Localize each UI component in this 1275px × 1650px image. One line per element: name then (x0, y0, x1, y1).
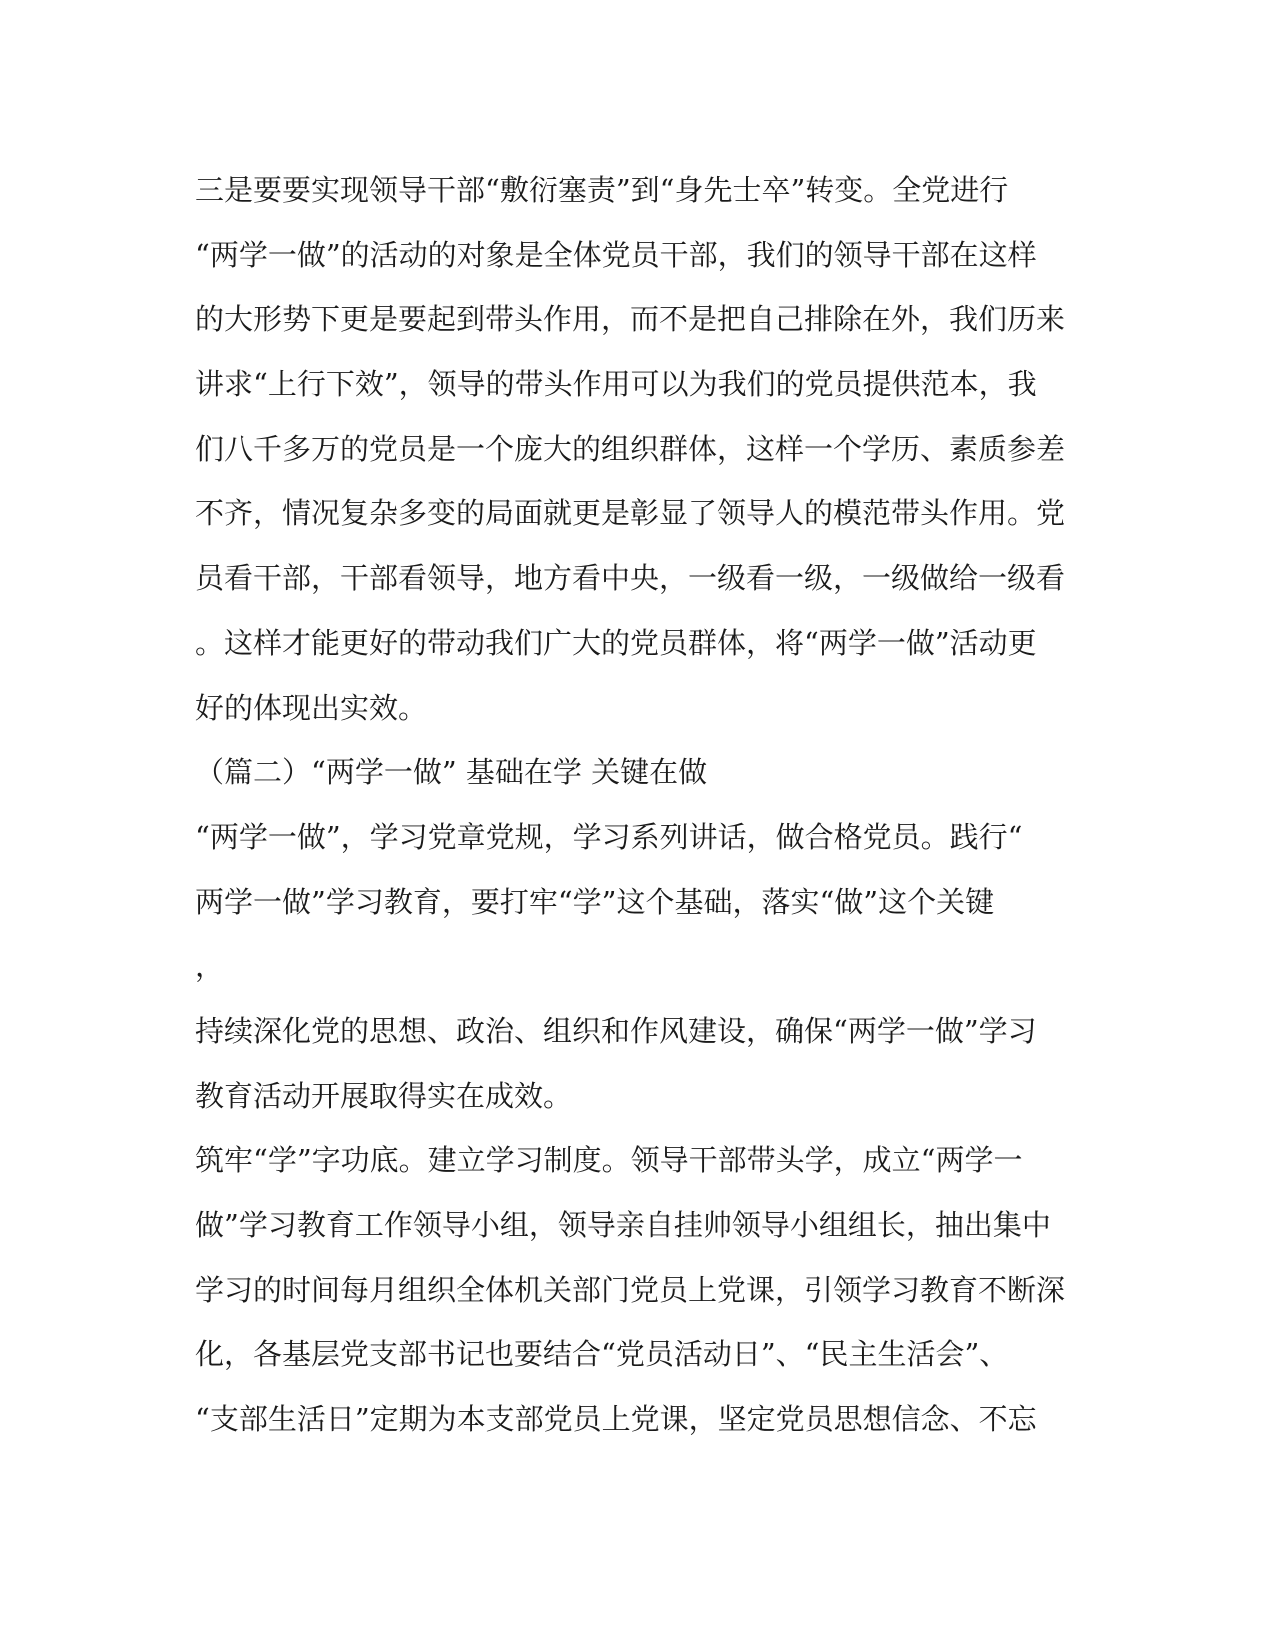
document-body (195, 158, 1075, 1452)
text-line: 化，各基层党支部书记也要结合“党员活动日”、“民主生活会”、 (195, 1337, 1009, 1372)
text-line: 筑牢“学”字功底。建立学习制度。领导干部带头学，成立“两学一 (195, 1143, 1023, 1178)
text-line: 们八千多万的党员是一个庞大的组织群体，这样一个学历、素质参差 (195, 431, 1066, 466)
text-line: 讲求“上行下效”，领导的带头作用可以为我们的党员提供范本，我 (195, 367, 1037, 402)
text-line: 做”学习教育工作领导小组，领导亲自挂帅领导小组组长，抽出集中 (195, 1208, 1051, 1242)
section-heading: （篇二）“两学一做” 基础在学 关键在做 (195, 755, 708, 790)
text-line: 教育活动开展取得实在成效。 (195, 1078, 573, 1113)
text-line: 的大形势下更是要起到带头作用，而不是把自己排除在外，我们历来 (195, 302, 1066, 337)
text-line: 员看干部，干部看领导，地方看中央，一级看一级，一级做给一级看 (195, 561, 1066, 596)
text-line: “两学一做”的活动的对象是全体党员干部，我们的领导干部在这样 (195, 237, 1037, 272)
text-line: 持续深化党的思想、政治、组织和作风建设，确保“两学一做”学习 (195, 1013, 1037, 1048)
text-line: 不齐，情况复杂多变的局面就更是彰显了领导人的模范带头作用。党 (195, 496, 1066, 531)
text-line: 三是要要实现领导干部“敷衍塞责”到“身先士卒”转变。全党进行 (195, 173, 1009, 207)
text-line: “两学一做”，学习党章党规，学习系列讲话，做合格党员。践行“ (195, 819, 1023, 854)
text-line: ， (195, 949, 225, 984)
text-line: 好的体现出实效。 (195, 690, 428, 725)
text-line: 学习的时间每月组织全体机关部门党员上党课，引领学习教育不断深 (195, 1272, 1066, 1307)
text-line: “支部生活日”定期为本支部党员上党课，坚定党员思想信念、不忘 (195, 1402, 1037, 1437)
text-line: 两学一做”学习教育，要打牢“学”这个基础，落实“做”这个关键 (195, 884, 995, 919)
text-line: 。这样才能更好的带动我们广大的党员群体，将“两学一做”活动更 (195, 625, 1037, 660)
